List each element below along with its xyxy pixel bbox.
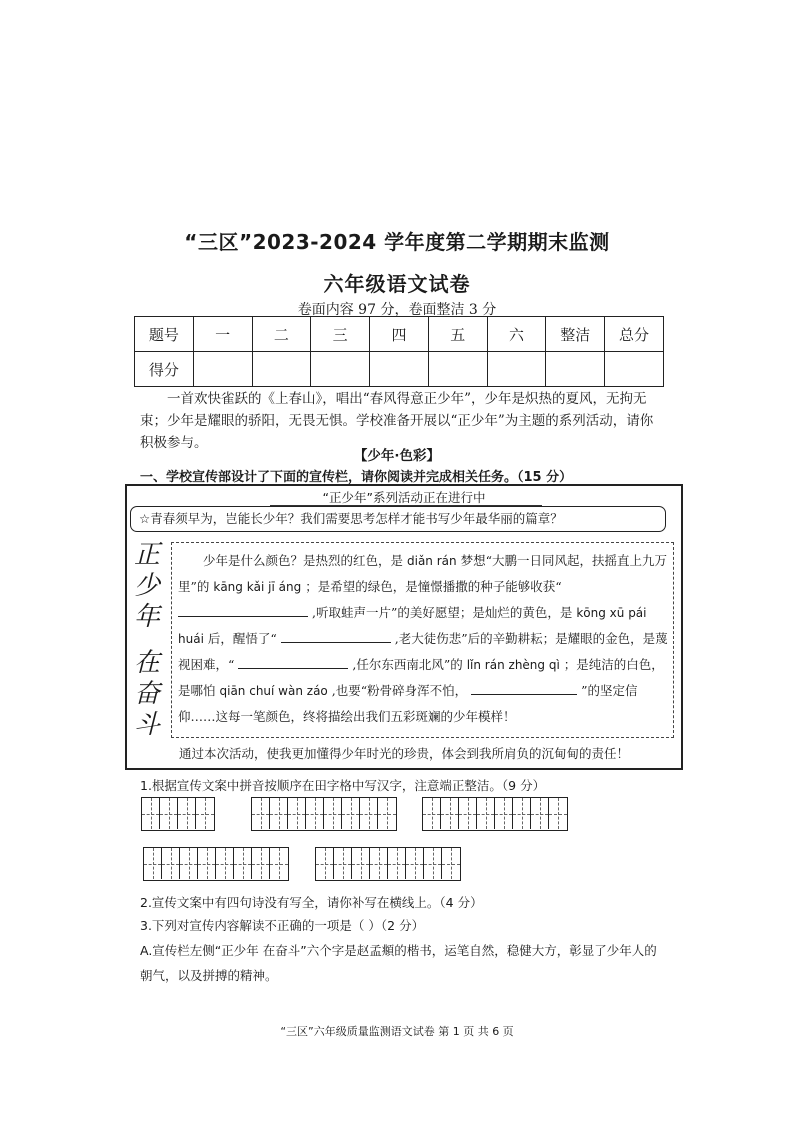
tianzige-cell[interactable] — [388, 848, 406, 879]
tianzige-cell[interactable] — [531, 798, 549, 829]
score-header-cell: 题号 — [135, 317, 194, 352]
tianzige-cell[interactable] — [162, 848, 180, 879]
item-2: 2.宣传文案中有四句诗没有写全，请你补写在横线上。（4 分） — [140, 895, 483, 910]
score-header-cell: 六 — [487, 317, 546, 352]
tianzige-cell[interactable] — [442, 848, 460, 879]
score-cell[interactable] — [311, 352, 370, 387]
tianzige-cell[interactable] — [178, 798, 196, 829]
score-cell[interactable] — [428, 352, 487, 387]
tianzige-cell[interactable] — [198, 848, 216, 879]
calligraphy-right — [132, 648, 162, 741]
passage-text-part: 少年是什么颜色？是热烈的红色，是 — [203, 553, 404, 568]
poem-blank-3[interactable] — [238, 654, 348, 669]
score-table-score-row — [135, 352, 664, 387]
tianzige-cell[interactable] — [142, 798, 160, 829]
tianzige-cell[interactable] — [441, 798, 459, 829]
score-row-label: 得分 — [135, 352, 194, 387]
passage-text-part: 后，醒悟了“ — [207, 631, 277, 646]
score-cell[interactable] — [252, 352, 311, 387]
score-cell[interactable] — [193, 352, 252, 387]
calligraphy-char: 年 — [133, 602, 160, 632]
tianzige-cell[interactable] — [495, 798, 513, 829]
exam-title: “三区”2023-2024 学年度第二学期期末监测 — [184, 230, 610, 254]
poem-blank-1[interactable] — [178, 602, 308, 617]
tianzige-cell[interactable] — [144, 848, 162, 879]
tianzige-cell[interactable] — [342, 798, 360, 829]
tianzige-cell[interactable] — [196, 798, 214, 829]
calligraphy-char: 少 — [133, 571, 160, 601]
calligraphy-char: 奋 — [133, 679, 160, 709]
tianzige-cell[interactable] — [378, 798, 396, 829]
calligraphy-char: 斗 — [133, 710, 160, 740]
pinyin-2: kāng kǎi jī áng — [213, 580, 302, 594]
tianzige-grid-5[interactable] — [315, 847, 461, 881]
pinyin-3: kōng xū pái huái — [178, 606, 647, 646]
tianzige-cell[interactable] — [216, 848, 234, 879]
tianzige-cell[interactable] — [234, 848, 252, 879]
passage-text-part: ；是希望的绿色，是憧憬播撒的种子能够收获“ — [305, 579, 562, 594]
tianzige-cell[interactable] — [424, 848, 442, 879]
tianzige-grid-2[interactable] — [251, 797, 397, 831]
passage-text-part: ,也要“粉骨碎身浑不怕， — [331, 683, 468, 698]
intro-paragraph: 一首欢快雀跃的《上春山》，唱出“春风得意正少年”，少年是炽热的夏风，无拘无束；少年是耀眼的骄阳，无畏无惧。学校准备开展以“正少年”为主题的系列活动，请你积极参与。 — [140, 391, 654, 451]
passage-text-part: ”的坚定信仰……这每一笔颜色，终将描绘出我们五彩斑斓的少年模样！ — [178, 683, 638, 724]
score-header-cell: 五 — [428, 317, 487, 352]
score-header-cell: 一 — [193, 317, 252, 352]
tianzige-cell[interactable] — [352, 848, 370, 879]
tianzige-cell[interactable] — [513, 798, 531, 829]
tianzige-cell[interactable] — [370, 848, 388, 879]
passage-text — [178, 548, 670, 730]
score-note: 卷面内容 97 分，卷面整洁 3 分 — [297, 302, 497, 318]
tianzige-cell[interactable] — [252, 848, 270, 879]
calligraphy-left — [132, 540, 162, 633]
poem-blank-2[interactable] — [281, 628, 391, 643]
question-1-heading: 一、学校宣传部设计了下面的宣传栏，请你阅读并完成相关任务。（15 分） — [140, 470, 573, 485]
passage-text-part: ,听取蛙声一片”的美好愿望；是灿烂的黄色，是 — [311, 605, 573, 620]
tianzige-cell[interactable] — [459, 798, 477, 829]
pinyin-1: diǎn rán — [407, 554, 457, 568]
score-cell[interactable] — [487, 352, 546, 387]
passage-text-part: ；是纯洁的白色，是哪怕 — [178, 657, 664, 698]
tianzige-cell[interactable] — [270, 798, 288, 829]
pinyin-5: qiān chuí wàn záo — [219, 684, 328, 698]
score-table — [134, 316, 664, 387]
tianzige-grid-1[interactable] — [141, 797, 215, 831]
poster-question-box: ☆青春须早为，岂能长少年？我们需要思考怎样才能书写少年最华丽的篇章？ — [130, 506, 666, 532]
poster-closing-line: 通过本次活动，使我更加懂得少年时光的珍贵，体会到我所肩负的沉甸甸的责任！ — [178, 746, 629, 761]
tianzige-cell[interactable] — [306, 798, 324, 829]
page-footer: “三区”六年级质量监测语文试卷 第 1 页 共 6 页 — [280, 1025, 514, 1038]
exam-subtitle: 六年级语文试卷 — [323, 272, 471, 296]
calligraphy-char: 正 — [133, 540, 160, 570]
tianzige-cell[interactable] — [549, 798, 567, 829]
tianzige-cell[interactable] — [180, 848, 198, 879]
score-cell[interactable] — [546, 352, 605, 387]
passage-text-part: ,老大徒伤悲”后的辛勤耕耘；是耀眼的金色，是蔑视困难，“ — [178, 631, 668, 672]
item-3: 3.下列对宣传内容解读不正确的一项是（ ）（2 分） — [140, 918, 425, 933]
tianzige-grid-3[interactable] — [422, 797, 568, 831]
tianzige-cell[interactable] — [360, 798, 378, 829]
tianzige-cell[interactable] — [316, 848, 334, 879]
score-cell[interactable] — [370, 352, 429, 387]
tianzige-cell[interactable] — [270, 848, 288, 879]
passage-text-part: ,任尔东西南北风”的 — [352, 657, 463, 672]
calligraphy-char: 在 — [133, 648, 160, 678]
item-1: 1.根据宣传文案中拼音按顺序在田字格中写汉字，注意端正整洁。（9 分） — [140, 778, 546, 793]
tianzige-cell[interactable] — [406, 848, 424, 879]
score-header-cell: 三 — [311, 317, 370, 352]
score-header-cell: 整洁 — [546, 317, 605, 352]
tianzige-cell[interactable] — [160, 798, 178, 829]
score-cell[interactable] — [605, 352, 664, 387]
section-heading: 【少年·色彩】 — [353, 448, 441, 464]
score-header-cell: 总分 — [605, 317, 664, 352]
poster-title: “正少年”系列活动正在进行中 — [322, 490, 486, 505]
tianzige-cell[interactable] — [423, 798, 441, 829]
tianzige-grid-4[interactable] — [143, 847, 289, 881]
pinyin-4: lǐn rán zhèng qì — [466, 658, 560, 672]
score-header-cell: 四 — [370, 317, 429, 352]
score-table-header-row — [135, 317, 664, 352]
tianzige-cell[interactable] — [252, 798, 270, 829]
tianzige-cell[interactable] — [288, 798, 306, 829]
score-header-cell: 二 — [252, 317, 311, 352]
passage-text-part: 梦想“大鹏一日同风起，扶摇直上九万里”的 — [178, 553, 668, 594]
poem-blank-4[interactable] — [471, 680, 577, 695]
tianzige-cell[interactable] — [334, 848, 352, 879]
item-3-option-a: A.宣传栏左侧“正少年 在奋斗”六个字是赵孟頫的楷书，运笔自然，稳健大方，彰显了少年人的朝气，以及拼搏的精神。 — [140, 943, 657, 983]
tianzige-cell[interactable] — [477, 798, 495, 829]
tianzige-cell[interactable] — [324, 798, 342, 829]
